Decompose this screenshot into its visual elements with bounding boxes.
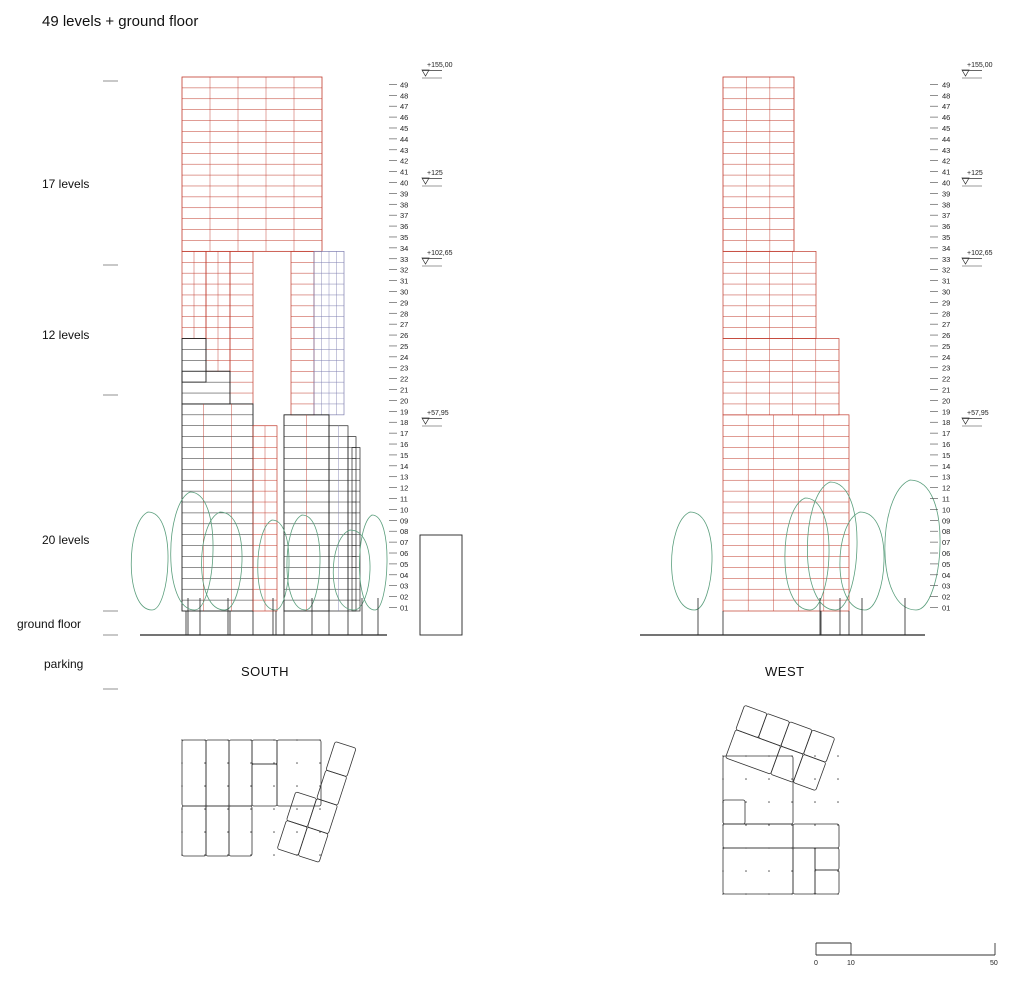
level-number: 02 bbox=[942, 592, 951, 602]
column-dot bbox=[745, 755, 747, 757]
elevation-value: +125 bbox=[427, 170, 443, 177]
level-number: 05 bbox=[400, 559, 409, 569]
plan-cell bbox=[736, 705, 767, 738]
pavilion-outline bbox=[420, 535, 462, 635]
column-dot bbox=[181, 762, 183, 764]
building-volume bbox=[291, 251, 314, 414]
column-dot bbox=[837, 847, 839, 849]
column-dot bbox=[319, 739, 321, 741]
column-dot bbox=[296, 762, 298, 764]
column-dot bbox=[250, 739, 252, 741]
level-number: 18 bbox=[942, 418, 951, 428]
column-dot bbox=[745, 801, 747, 803]
column-dot bbox=[181, 739, 183, 741]
elevation-value: +125 bbox=[967, 170, 983, 177]
plan-cell bbox=[252, 740, 277, 764]
level-number: 49 bbox=[400, 80, 409, 90]
level-number: 11 bbox=[400, 494, 408, 504]
level-number: 01 bbox=[942, 603, 951, 613]
building-volume bbox=[723, 339, 839, 415]
level-number: 35 bbox=[400, 232, 409, 242]
column-dot bbox=[204, 808, 206, 810]
level-number: 06 bbox=[400, 549, 409, 559]
column-dot bbox=[791, 893, 793, 895]
column-dot bbox=[204, 854, 206, 856]
level-number: 11 bbox=[942, 494, 950, 504]
drawing-title: 49 levels + ground floor bbox=[42, 13, 199, 30]
tree-canopy bbox=[171, 492, 213, 610]
level-number: 10 bbox=[942, 505, 951, 515]
column-dot bbox=[745, 870, 747, 872]
level-number: 03 bbox=[400, 581, 409, 591]
column-dot bbox=[227, 762, 229, 764]
tree-canopy bbox=[202, 512, 242, 610]
column-dot bbox=[250, 831, 252, 833]
level-number: 02 bbox=[400, 592, 409, 602]
column-dot bbox=[250, 762, 252, 764]
scale-label: 0 bbox=[814, 960, 818, 967]
column-dot bbox=[296, 739, 298, 741]
level-number: 47 bbox=[942, 102, 951, 112]
level-number: 34 bbox=[400, 243, 409, 253]
level-number: 42 bbox=[400, 156, 409, 166]
column-dot bbox=[814, 801, 816, 803]
level-number: 37 bbox=[942, 211, 951, 221]
column-dot bbox=[745, 778, 747, 780]
column-dot bbox=[814, 893, 816, 895]
column-dot bbox=[837, 778, 839, 780]
column-dot bbox=[227, 739, 229, 741]
column-dot bbox=[250, 808, 252, 810]
level-number: 44 bbox=[942, 134, 951, 144]
column-dot bbox=[227, 808, 229, 810]
level-number: 41 bbox=[400, 167, 409, 177]
plan-cell bbox=[758, 713, 789, 746]
site-plan-west bbox=[722, 705, 839, 895]
elevation-value: +102,65 bbox=[427, 250, 453, 257]
level-number: 31 bbox=[942, 276, 951, 286]
column-dot bbox=[273, 808, 275, 810]
level-number: 29 bbox=[942, 298, 951, 308]
level-number: 10 bbox=[400, 505, 409, 515]
level-number: 40 bbox=[942, 178, 951, 188]
zone-divider-ticks bbox=[103, 81, 118, 689]
scale-label: 50 bbox=[990, 960, 998, 967]
column-dot bbox=[814, 847, 816, 849]
level-number: 07 bbox=[400, 538, 409, 548]
level-number: 13 bbox=[942, 472, 951, 482]
tree-canopy bbox=[885, 480, 940, 610]
column-dot bbox=[814, 778, 816, 780]
level-number: 04 bbox=[400, 570, 409, 580]
plan-cell bbox=[723, 824, 793, 848]
level-number: 37 bbox=[400, 211, 409, 221]
level-number: 03 bbox=[942, 581, 951, 591]
elevation-triangle bbox=[422, 178, 429, 184]
level-number: 07 bbox=[942, 538, 951, 548]
column-dot bbox=[791, 778, 793, 780]
column-dot bbox=[250, 854, 252, 856]
elevation-triangle bbox=[422, 418, 429, 424]
column-dot bbox=[791, 824, 793, 826]
column-dot bbox=[837, 824, 839, 826]
level-numbers-south bbox=[389, 80, 408, 612]
column-dot bbox=[791, 755, 793, 757]
level-number: 19 bbox=[942, 407, 951, 417]
level-number: 44 bbox=[400, 134, 409, 144]
plan-cell bbox=[277, 740, 321, 806]
column-dot bbox=[227, 854, 229, 856]
plan-cell bbox=[277, 820, 307, 855]
level-number: 08 bbox=[942, 527, 951, 537]
column-dot bbox=[768, 801, 770, 803]
tree-canopy bbox=[359, 515, 387, 610]
level-number: 04 bbox=[942, 570, 951, 580]
level-number: 17 bbox=[942, 429, 951, 439]
scale-bar bbox=[814, 943, 998, 967]
column-dot bbox=[273, 831, 275, 833]
column-dot bbox=[768, 778, 770, 780]
column-dot bbox=[768, 755, 770, 757]
elevation-triangle bbox=[962, 70, 969, 76]
column-dot bbox=[722, 755, 724, 757]
west-elevation bbox=[640, 77, 925, 635]
column-dot bbox=[319, 762, 321, 764]
level-number: 27 bbox=[400, 320, 409, 330]
tree-canopy bbox=[807, 482, 857, 610]
column-dot bbox=[745, 893, 747, 895]
column-dot bbox=[768, 847, 770, 849]
level-number: 34 bbox=[942, 243, 951, 253]
plan-cell bbox=[793, 848, 815, 894]
column-dot bbox=[204, 785, 206, 787]
level-number: 13 bbox=[400, 472, 409, 482]
view-label-south: SOUTH bbox=[241, 664, 289, 679]
column-dot bbox=[250, 785, 252, 787]
elevation-marks bbox=[422, 62, 993, 426]
column-dot bbox=[722, 778, 724, 780]
column-dot bbox=[768, 893, 770, 895]
level-number: 08 bbox=[400, 527, 409, 537]
level-number: 22 bbox=[400, 374, 409, 384]
tree-canopy bbox=[131, 512, 168, 610]
column-dot bbox=[181, 785, 183, 787]
south-elevation bbox=[140, 77, 462, 635]
level-number: 09 bbox=[942, 516, 951, 526]
plan-cell bbox=[793, 754, 826, 790]
column-dot bbox=[814, 755, 816, 757]
level-number: 45 bbox=[942, 123, 951, 133]
column-dot bbox=[722, 893, 724, 895]
column-dot bbox=[204, 762, 206, 764]
level-number: 27 bbox=[942, 320, 951, 330]
plan-cell bbox=[815, 870, 839, 894]
level-number: 46 bbox=[942, 113, 951, 123]
level-number: 05 bbox=[942, 559, 951, 569]
site-plan-south-rotated-wing bbox=[277, 735, 356, 863]
column-dot bbox=[722, 870, 724, 872]
column-dot bbox=[791, 847, 793, 849]
column-dot bbox=[768, 824, 770, 826]
elevation-value: +57,95 bbox=[967, 410, 989, 417]
column-dot bbox=[837, 801, 839, 803]
level-number: 40 bbox=[400, 178, 409, 188]
level-number: 18 bbox=[400, 418, 409, 428]
level-number: 33 bbox=[942, 254, 951, 264]
elevation-value: +57,95 bbox=[427, 410, 449, 417]
level-number: 49 bbox=[942, 80, 951, 90]
level-number: 36 bbox=[942, 222, 951, 232]
column-dot bbox=[319, 854, 321, 856]
column-dot bbox=[227, 785, 229, 787]
tree-canopy bbox=[672, 512, 712, 610]
level-number: 19 bbox=[400, 407, 409, 417]
site-plans bbox=[181, 705, 839, 895]
level-number: 24 bbox=[400, 352, 409, 362]
plan-cell bbox=[793, 824, 839, 848]
level-number: 12 bbox=[942, 483, 951, 493]
level-number: 15 bbox=[942, 450, 951, 460]
site-plan-west-rotated-wing bbox=[725, 705, 834, 790]
level-number: 45 bbox=[400, 123, 409, 133]
plan-cell bbox=[723, 756, 793, 824]
level-number: 14 bbox=[942, 461, 951, 471]
column-dot bbox=[296, 808, 298, 810]
level-number: 35 bbox=[942, 232, 951, 242]
zone-label-middle: 12 levels bbox=[42, 328, 90, 342]
plan-cell bbox=[182, 806, 206, 856]
level-number: 23 bbox=[942, 363, 951, 373]
column-dot bbox=[722, 847, 724, 849]
level-number: 30 bbox=[400, 287, 409, 297]
column-dot bbox=[837, 755, 839, 757]
level-number: 31 bbox=[400, 276, 409, 286]
column-dot bbox=[745, 824, 747, 826]
column-dot bbox=[227, 831, 229, 833]
column-dot bbox=[204, 739, 206, 741]
level-number: 47 bbox=[400, 102, 409, 112]
zone-label-parking: parking bbox=[44, 657, 84, 671]
column-dot bbox=[722, 801, 724, 803]
column-dot bbox=[273, 762, 275, 764]
column-dot bbox=[273, 739, 275, 741]
column-dot bbox=[204, 831, 206, 833]
level-number: 41 bbox=[942, 167, 951, 177]
level-number: 30 bbox=[942, 287, 951, 297]
level-number: 38 bbox=[400, 200, 409, 210]
plan-cell bbox=[229, 806, 252, 856]
level-number: 43 bbox=[400, 145, 409, 155]
plan-cell bbox=[723, 800, 745, 824]
elevation-triangle bbox=[422, 70, 429, 76]
plan-cell bbox=[206, 740, 229, 806]
level-number: 15 bbox=[400, 450, 409, 460]
elevation-triangle bbox=[962, 418, 969, 424]
column-dot bbox=[791, 801, 793, 803]
level-number: 09 bbox=[400, 516, 409, 526]
level-number: 23 bbox=[400, 363, 409, 373]
level-number: 28 bbox=[942, 309, 951, 319]
column-dot bbox=[745, 847, 747, 849]
level-number: 28 bbox=[400, 309, 409, 319]
column-dot bbox=[814, 870, 816, 872]
plan-cell bbox=[229, 740, 252, 806]
plan-cell bbox=[771, 746, 804, 782]
level-number: 38 bbox=[942, 200, 951, 210]
level-number: 46 bbox=[400, 113, 409, 123]
level-number: 17 bbox=[400, 429, 409, 439]
level-number: 20 bbox=[400, 396, 409, 406]
column-dot bbox=[181, 808, 183, 810]
elevation-value: +155,00 bbox=[427, 62, 453, 69]
plan-cell bbox=[815, 848, 839, 870]
level-number: 48 bbox=[400, 91, 409, 101]
level-number: 42 bbox=[942, 156, 951, 166]
tree-canopy bbox=[333, 530, 370, 610]
level-number: 26 bbox=[942, 331, 951, 341]
column-dot bbox=[722, 824, 724, 826]
level-number: 16 bbox=[400, 440, 409, 450]
scale-label: 10 bbox=[847, 960, 855, 967]
column-dot bbox=[837, 870, 839, 872]
level-number: 32 bbox=[400, 265, 409, 275]
level-number: 14 bbox=[400, 461, 409, 471]
tree-canopy bbox=[785, 498, 829, 610]
column-dot bbox=[814, 824, 816, 826]
column-dot bbox=[791, 870, 793, 872]
level-number: 33 bbox=[400, 254, 409, 264]
tree-canopy bbox=[840, 512, 884, 610]
level-number: 29 bbox=[400, 298, 409, 308]
elevation-triangle bbox=[962, 178, 969, 184]
level-number: 21 bbox=[400, 385, 409, 395]
plan-cell bbox=[803, 730, 834, 763]
view-label-west: WEST bbox=[765, 664, 805, 679]
level-number: 25 bbox=[942, 341, 951, 351]
level-number: 48 bbox=[942, 91, 951, 101]
plan-cell bbox=[723, 848, 793, 894]
level-number: 39 bbox=[400, 189, 409, 199]
elevation-value: +102,65 bbox=[967, 250, 993, 257]
elevation-triangle bbox=[422, 258, 429, 264]
level-number: 16 bbox=[942, 440, 951, 450]
plan-cell bbox=[725, 730, 780, 775]
tree-canopy bbox=[287, 515, 320, 610]
level-number: 26 bbox=[400, 331, 409, 341]
level-number: 43 bbox=[942, 145, 951, 155]
column-dot bbox=[181, 854, 183, 856]
site-plan-south bbox=[181, 735, 356, 863]
level-number: 39 bbox=[942, 189, 951, 199]
column-dot bbox=[296, 831, 298, 833]
plan-cell bbox=[781, 722, 812, 755]
column-dot bbox=[273, 785, 275, 787]
level-number: 01 bbox=[400, 603, 409, 613]
zone-label-lower: 20 levels bbox=[42, 533, 90, 547]
plan-cell bbox=[298, 827, 328, 862]
level-number: 12 bbox=[400, 483, 409, 493]
level-number: 32 bbox=[942, 265, 951, 275]
level-number: 25 bbox=[400, 341, 409, 351]
zone-label-upper: 17 levels bbox=[42, 177, 90, 191]
elevation-triangle bbox=[962, 258, 969, 264]
level-number: 06 bbox=[942, 549, 951, 559]
column-dot bbox=[319, 808, 321, 810]
plan-cell bbox=[206, 806, 229, 856]
zone-label-ground: ground floor bbox=[17, 617, 82, 631]
building-volume bbox=[182, 404, 253, 611]
level-number: 22 bbox=[942, 374, 951, 384]
level-number: 21 bbox=[942, 385, 951, 395]
column-dot bbox=[837, 893, 839, 895]
level-number: 36 bbox=[400, 222, 409, 232]
column-dot bbox=[768, 870, 770, 872]
elevation-value: +155,00 bbox=[967, 62, 993, 69]
level-number: 20 bbox=[942, 396, 951, 406]
plan-cell bbox=[252, 764, 277, 806]
column-dot bbox=[296, 785, 298, 787]
plan-cell bbox=[182, 740, 206, 806]
column-dot bbox=[181, 831, 183, 833]
column-dot bbox=[273, 854, 275, 856]
level-number: 24 bbox=[942, 352, 951, 362]
